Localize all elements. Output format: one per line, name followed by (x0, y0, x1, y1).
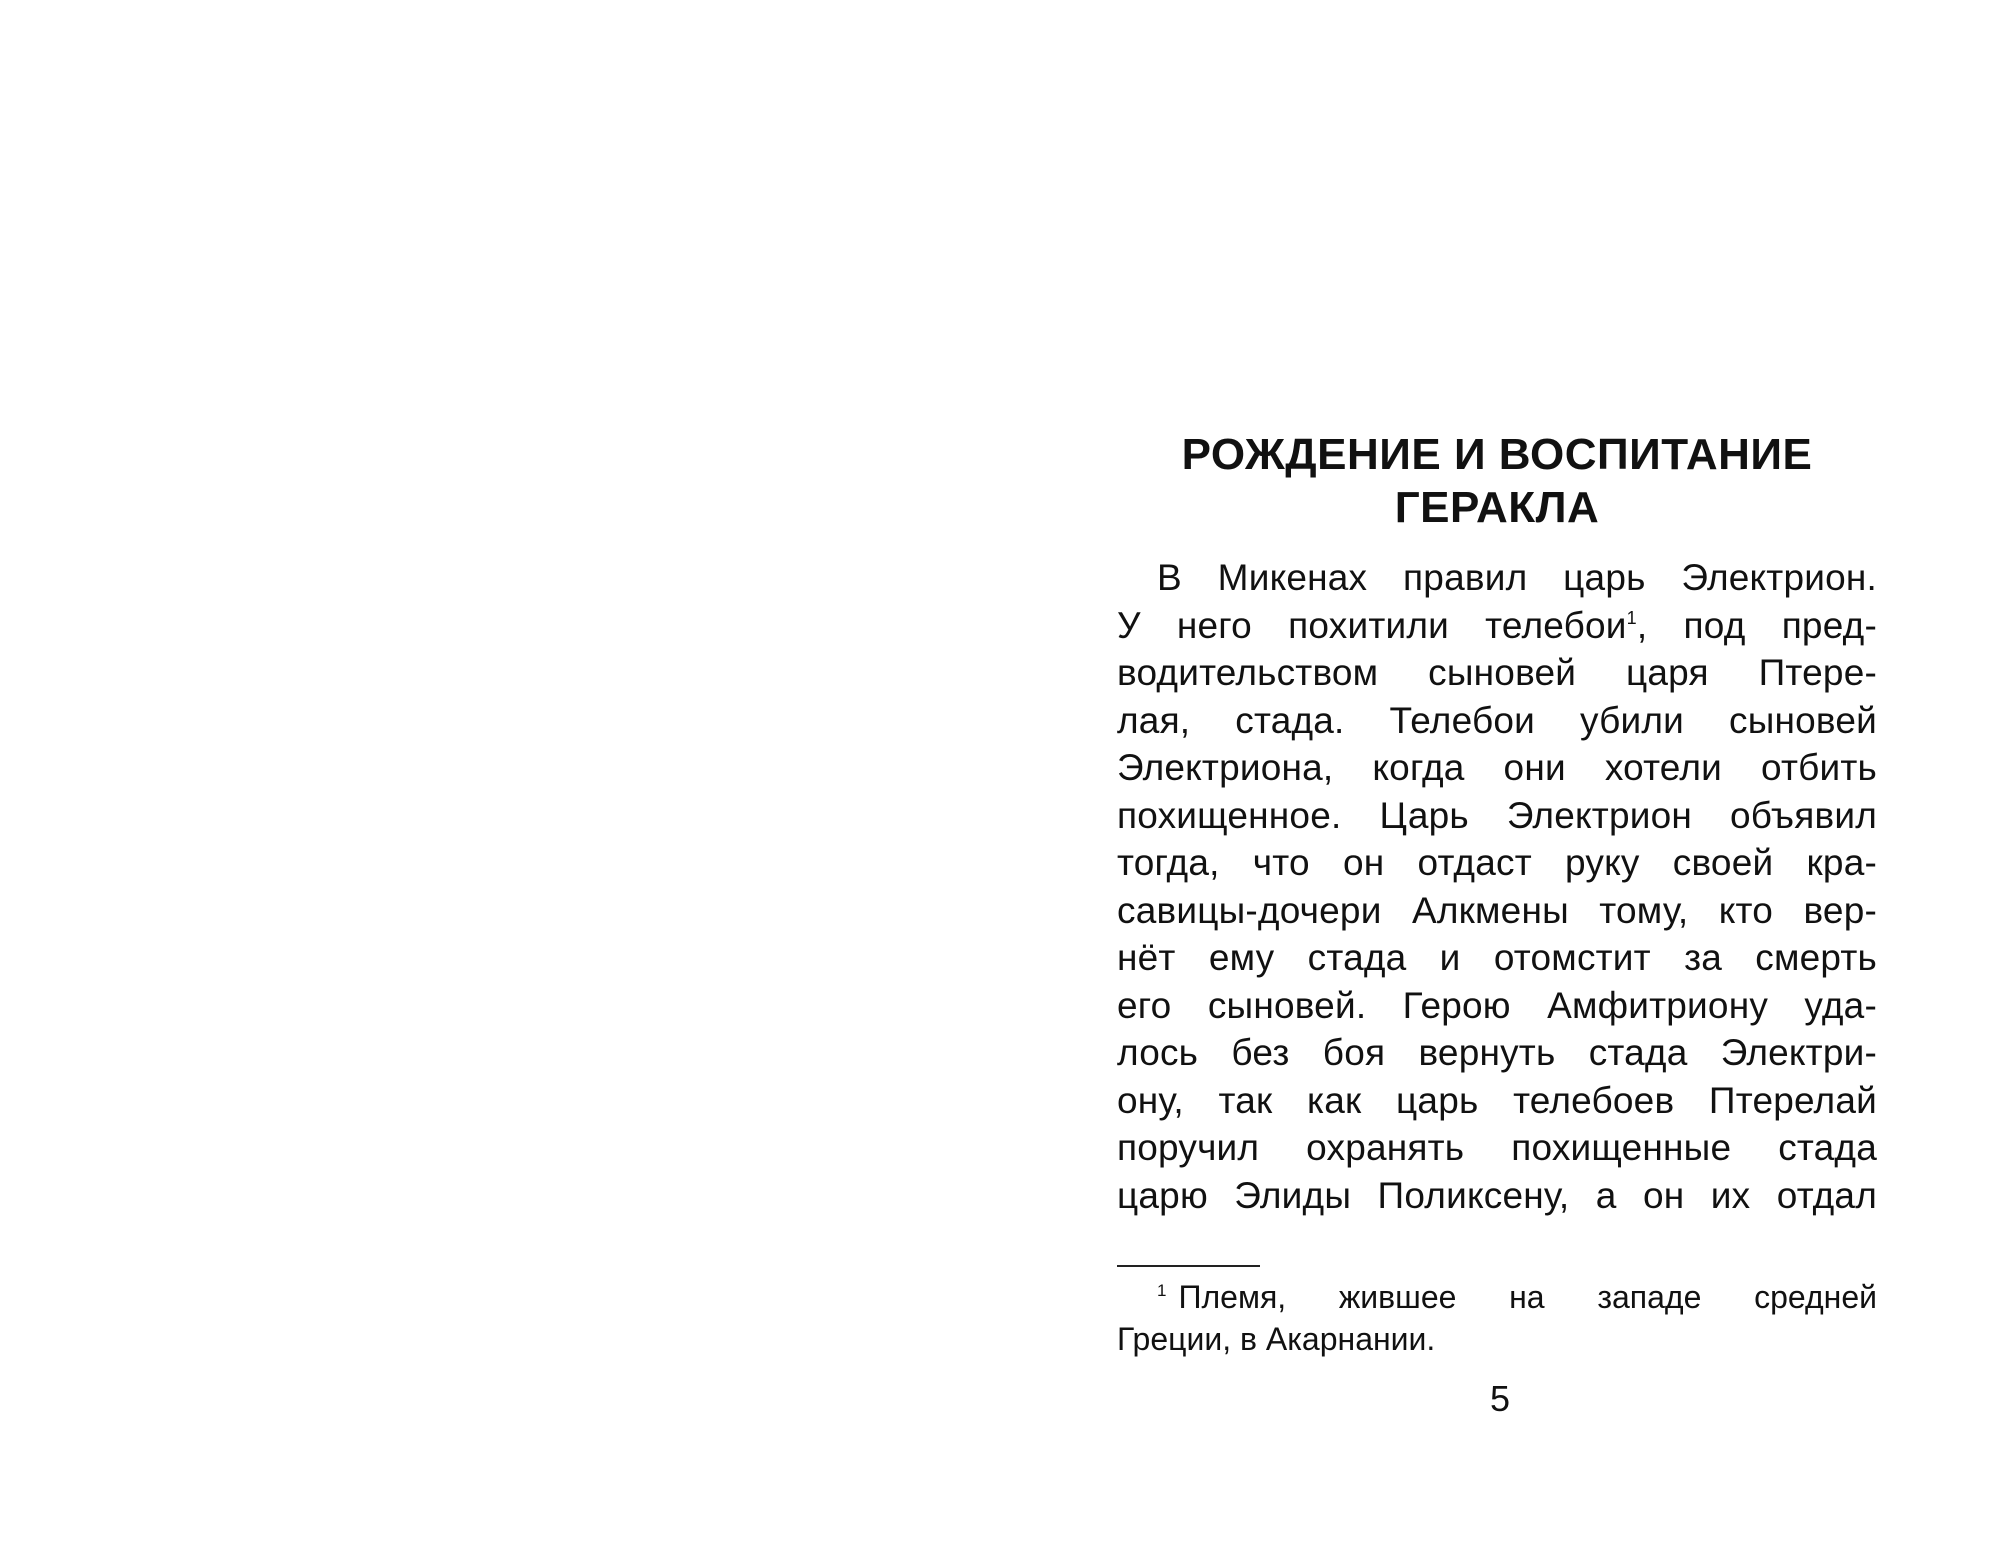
body-line-13: поручил охранять похищенные стада (1117, 1127, 1877, 1168)
footnote-divider (1117, 1265, 1260, 1267)
body-line-12: ону, так как царь телебоев Птерелай (1117, 1079, 1877, 1121)
body-line-9: нёт ему стада и отомстит за смерть (1117, 937, 1877, 978)
body-line-8: савицы-дочери Алкмены тому, кто вер- (1117, 889, 1877, 931)
footnote-marker: 1 (1157, 1281, 1167, 1300)
body-line-4: лая, стада. Телебои убили сыновей (1117, 699, 1877, 741)
body-line-2-end: , под пред- (1636, 604, 1877, 646)
body-line-1: В Микенах правил царь Электрион. (1157, 557, 1877, 598)
footnote-text-1: Племя, жившее на западе средней (1178, 1279, 1877, 1315)
body-line-14: царю Элиды Поликсену, а он их отдал (1117, 1174, 1877, 1216)
footnote-reference: 1 (1626, 607, 1637, 628)
page-number: 5 (1489, 1378, 1511, 1419)
body-line-2 (1117, 602, 1877, 650)
body-line-10: его сыновей. Герою Амфитриону уда- (1117, 984, 1877, 1026)
footnote-line-1 (1117, 1276, 1877, 1318)
chapter-title-line-1: РОЖДЕНИЕ И ВОСПИТАНИЕ (1181, 430, 1813, 479)
body-line-5: Электриона, когда они хотели отбить (1117, 747, 1877, 788)
body-line-6: похищенное. Царь Электрион объявил (1117, 794, 1877, 836)
body-line-7: тогда, что он отдаст руку своей кра- (1117, 842, 1877, 883)
body-line-11: лось без боя вернуть стада Электри- (1117, 1032, 1877, 1073)
chapter-title-line-2: ГЕРАКЛА (1394, 483, 1600, 532)
footnote-line-2: Греции, в Акарнании. (1117, 1321, 1436, 1357)
body-line-2-start: У него похитили телебои (1117, 604, 1627, 646)
chapter-title (1117, 428, 1877, 534)
body-line-3: водительством сыновей царя Птере- (1117, 652, 1877, 693)
footnote (1117, 1276, 1877, 1360)
body-paragraph (1117, 554, 1877, 1219)
